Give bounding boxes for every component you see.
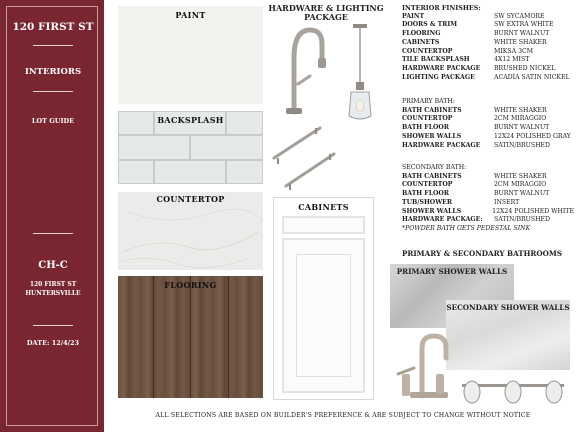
- cabinet-door: [282, 238, 365, 393]
- finish-row: [402, 107, 574, 116]
- finish-key: BATH CABINETS: [402, 172, 462, 180]
- sidebar-address-line1: 120 FIRST ST: [29, 281, 77, 288]
- finish-value: WHITE SHAKER: [494, 106, 547, 114]
- flooring-swatch: [118, 276, 263, 398]
- finish-key: COUNTERTOP: [402, 115, 453, 123]
- finish-key: SHOWER WALLS: [402, 132, 462, 140]
- backsplash-swatch: [118, 111, 263, 184]
- cabinet-swatch: [273, 197, 374, 400]
- sidebar-date: DATE: 12/4/23: [26, 339, 80, 347]
- secondary-bath-heading: SECONDARY BATH:: [402, 164, 467, 171]
- finish-value: 12X24 POLISHED WHITE: [492, 207, 574, 215]
- sidebar-frame: [6, 6, 98, 426]
- finish-key: DOORS & TRIM: [402, 21, 458, 29]
- plank-seam: [190, 276, 191, 398]
- finish-key: SHOWER WALLS: [402, 207, 462, 215]
- plank-seam: [228, 276, 229, 398]
- backsplash-tile: [118, 135, 190, 160]
- finish-row: [402, 30, 574, 39]
- finish-row: [402, 115, 574, 124]
- finish-value: SW EXTRA WHITE: [494, 21, 554, 29]
- finish-row: [402, 216, 574, 225]
- finish-key: PAINT: [402, 12, 425, 20]
- finish-key: FLOORING: [402, 30, 441, 38]
- finish-row: [402, 21, 574, 30]
- primary-shower-walls-label: PRIMARY SHOWER WALLS: [396, 267, 508, 276]
- backsplash-tile: [118, 160, 154, 184]
- finish-key: HARDWARE PACKAGE:: [402, 216, 483, 224]
- cabinet-pull-icon: [268, 124, 340, 190]
- interior-finishes-list: [402, 4, 574, 82]
- finish-row: [402, 56, 574, 65]
- backsplash-label: BACKSPLASH: [157, 115, 224, 125]
- footer-disclaimer: ALL SELECTIONS ARE BASED ON BUILDER'S PREFERENCE & ARE SUBJECT TO CHANGE WITHOUT NOTICE: [155, 412, 531, 419]
- hardware-title-line2: PACKAGE: [304, 12, 348, 22]
- secondary-bath-list: [402, 164, 574, 234]
- sidebar-divider: [33, 91, 73, 92]
- finish-key: BATH CABINETS: [402, 106, 462, 114]
- finish-row: [402, 39, 574, 48]
- flooring-label: FLOORING: [164, 280, 217, 290]
- secondary-shower-walls-label: SECONDARY SHOWER WALLS: [446, 303, 570, 312]
- sidebar-plan-code: CH-C: [38, 260, 68, 271]
- finish-row: [402, 199, 574, 208]
- finish-row: [402, 190, 574, 199]
- finish-key: BATH FLOOR: [402, 124, 449, 132]
- finish-key: BATH FLOOR: [402, 190, 449, 198]
- finish-row: [402, 124, 574, 133]
- interior-finishes-heading: INTERIOR FINISHES:: [402, 4, 481, 12]
- sidebar: [0, 0, 104, 432]
- vanity-light-icon: [458, 372, 568, 406]
- cabinet-door-panel: [296, 254, 351, 377]
- hardware-title-line1: HARDWARE & LIGHTING: [268, 3, 384, 13]
- finish-key: TILE BACKSPLASH: [402, 56, 470, 64]
- sidebar-address-line2: HUNTERSVILLE: [25, 290, 81, 297]
- finish-row: [402, 48, 574, 57]
- finish-value: BURNT WALNUT: [494, 30, 550, 38]
- finish-row: [402, 65, 574, 74]
- finish-value: WHITE SHAKER: [494, 172, 547, 180]
- finish-value: SATIN/BRUSHED: [494, 141, 550, 149]
- finish-value: ACADIA SATIN NICKEL: [494, 73, 570, 81]
- sidebar-lot-guide: LOT GUIDE: [31, 117, 75, 125]
- finish-key: TUB/SHOWER: [402, 198, 453, 206]
- bath-faucet-icon: [392, 330, 458, 404]
- finish-row: [402, 74, 574, 83]
- primary-bath-list: [402, 98, 574, 150]
- finish-key: CABINETS: [402, 38, 440, 46]
- hardware-lighting-title: [266, 4, 386, 22]
- finish-value: SW SYCAMORE: [494, 12, 545, 20]
- backsplash-tile: [190, 135, 263, 160]
- finish-row: [402, 208, 574, 217]
- secondary-shower-wall-swatch: [446, 300, 570, 370]
- powder-bath-note: *POWDER BATH GETS PEDESTAL SINK: [402, 224, 531, 232]
- finish-value: WHITE SHAKER: [494, 38, 547, 46]
- sidebar-divider: [33, 233, 73, 234]
- backsplash-tile: [154, 160, 226, 184]
- countertop-swatch: [118, 192, 263, 270]
- paint-swatch: [118, 6, 263, 104]
- finish-value: BURNT WALNUT: [494, 124, 550, 132]
- finish-value: INSERT: [494, 198, 520, 206]
- countertop-label: COUNTERTOP: [156, 194, 225, 204]
- finish-row: [402, 133, 574, 142]
- sidebar-section: INTERIORS: [24, 67, 82, 77]
- paint-label: PAINT: [175, 10, 206, 20]
- finish-key: COUNTERTOP: [402, 47, 453, 55]
- plank-seam: [153, 276, 154, 398]
- finish-value: 2CM MIRAGGIO: [494, 115, 547, 123]
- kitchen-faucet-icon: [280, 24, 326, 116]
- primary-bath-heading: PRIMARY BATH:: [402, 98, 455, 105]
- finish-value: MIKSA 3CM: [494, 47, 534, 55]
- finish-value: BRUSHED NICKEL: [494, 64, 556, 72]
- finish-value: SATIN/BRUSHED: [494, 216, 550, 224]
- sidebar-divider: [33, 45, 73, 46]
- finish-value: 4X12 MIST: [494, 56, 530, 64]
- finish-row: [402, 142, 574, 151]
- bathrooms-title: PRIMARY & SECONDARY BATHROOMS: [401, 249, 563, 258]
- finish-value: 2CM MIRAGGIO: [494, 181, 547, 189]
- cabinets-label: CABINETS: [298, 202, 349, 212]
- backsplash-tile: [226, 160, 263, 184]
- finish-key: LIGHTING PACKAGE: [402, 73, 475, 81]
- finish-row: [402, 173, 574, 182]
- finish-key: HARDWARE PACKAGE: [402, 141, 481, 149]
- sidebar-address-title: 120 FIRST ST: [12, 21, 94, 33]
- finish-value: BURNT WALNUT: [494, 190, 550, 198]
- finish-key: HARDWARE PACKAGE: [402, 64, 481, 72]
- cabinet-drawer: [282, 216, 365, 234]
- finish-row: [402, 181, 574, 190]
- pendant-light-icon: [343, 24, 377, 124]
- finish-key: COUNTERTOP: [402, 181, 453, 189]
- finish-row: [402, 13, 574, 22]
- finish-value: 12X24 POLISHED GRAY: [494, 132, 571, 140]
- sidebar-divider: [33, 325, 73, 326]
